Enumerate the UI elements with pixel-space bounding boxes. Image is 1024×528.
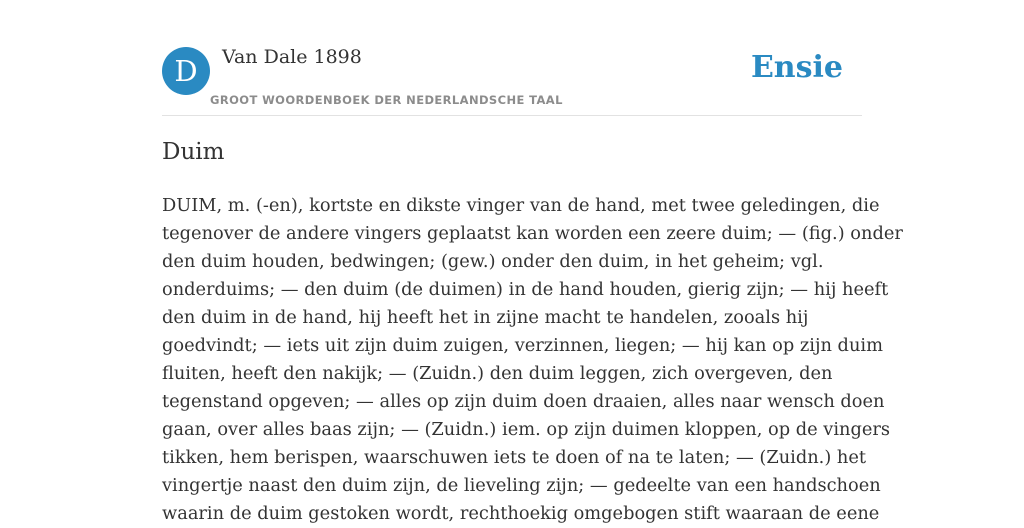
definition-line: tegenstand opgeven; — alles op zijn duim doen draaien, alles naar wensch doen	[162, 391, 885, 412]
definition-line: gaan, over alles baas zijn; — (Zuidn.) iem. op zijn duimen kloppen, op de vingers	[162, 419, 891, 440]
definition-line: den duim in de hand, hij heeft het in zijne macht te handelen, zooals hij	[162, 307, 809, 328]
definition-line: DUIM, m. (-en), kortste en dikste vinger van de hand, met twee geledingen, die	[162, 195, 880, 216]
dictionary-header	[162, 46, 862, 116]
definition-line: tegenover de andere vingers geplaatst kan worden een zeere duim; — (fig.) onder	[162, 223, 903, 244]
ensie-brand-logo[interactable]: Ensie	[750, 50, 843, 85]
entry-title: Duim	[162, 139, 225, 165]
definition-line: vingertje naast den duim zijn, de lieveling zijn; — gedeelte van een handschoen	[162, 475, 881, 496]
dictionary-logo-icon[interactable]: D	[162, 47, 210, 95]
dictionary-subtitle: GROOT WOORDENBOEK DER NEDERLANDSCHE TAAL	[210, 93, 563, 107]
entry-definition	[162, 192, 903, 528]
definition-line: waarin de duim gestoken wordt, rechthoekig omgebogen stift waaraan de eene	[162, 503, 880, 524]
definition-line: den duim houden, bedwingen; (gew.) onder den duim, in het geheim; vgl.	[162, 251, 824, 272]
definition-line: goedvindt; — iets uit zijn duim zuigen, verzinnen, liegen; — hij kan op zijn duim	[162, 335, 883, 356]
dictionary-name-link[interactable]: Van Dale 1898	[222, 46, 362, 68]
definition-line: onderduims; — den duim (de duimen) in de hand houden, gierig zijn; — hij heeft	[162, 279, 889, 300]
definition-line: tikken, hem berispen, waarschuwen iets te doen of na te laten; — (Zuidn.) het	[162, 447, 867, 468]
definition-line: fluiten, heeft den nakijk; — (Zuidn.) den duim leggen, zich overgeven, den	[162, 363, 833, 384]
